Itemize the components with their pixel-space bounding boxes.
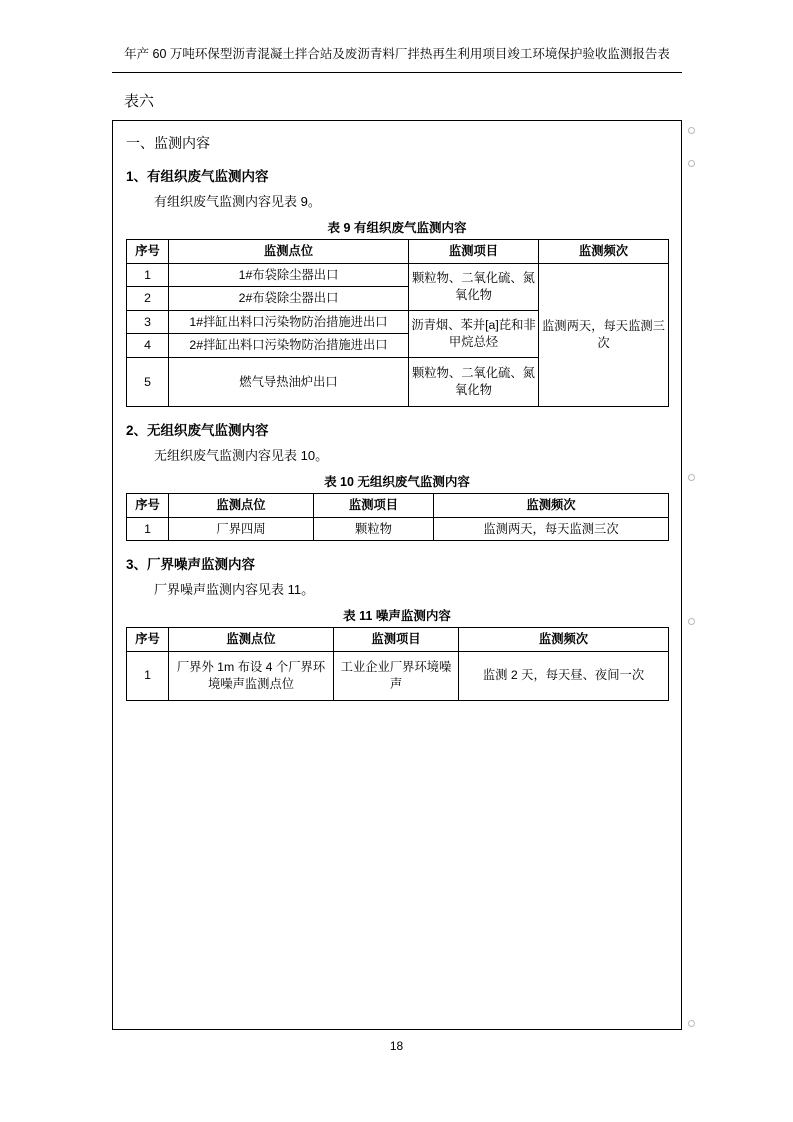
table10-header-item: 监测项目: [314, 493, 434, 517]
table9-cell-item-group2: 沥青烟、苯并[a]芘和非甲烷总烃: [409, 310, 539, 357]
table9-caption: 表 9 有组织废气监测内容: [327, 221, 467, 235]
table9-cell-point: 燃气导热油炉出口: [169, 357, 409, 406]
table9-cell-frequency: 监测两天，每天监测三次: [539, 263, 669, 406]
table-boundary-noise: [126, 627, 669, 701]
table10-header-frequency: 监测频次: [434, 493, 669, 517]
table10-cell-frequency: 监测两天，每天监测三次: [434, 517, 669, 541]
table10-cell-item: 颗粒物: [314, 517, 434, 541]
binder-mark-icon: [688, 474, 695, 481]
table10-cell-no: 1: [127, 517, 169, 541]
binder-mark-icon: [688, 1020, 695, 1027]
table9-header-no: 序号: [127, 240, 169, 264]
table10-cell-point: 厂界四周: [169, 517, 314, 541]
table9-cell-item-group3: 颗粒物、二氧化硫、氮氧化物: [409, 357, 539, 406]
table9-cell-item-group1: 颗粒物、二氧化硫、氮氧化物: [409, 263, 539, 310]
table10-caption: 表 10 无组织废气监测内容: [324, 474, 470, 489]
subsection-3-heading: 3、厂界噪声监测内容: [126, 557, 256, 573]
table11-cell-point: 厂界外 1m 布设 4 个厂界环境噪声监测点位: [169, 651, 334, 700]
subsection-1-heading: 1、有组织废气监测内容: [126, 169, 269, 184]
table9-cell-no: 3: [127, 310, 169, 334]
table11-cell-no: 1: [127, 651, 169, 700]
binder-mark-icon: [688, 127, 695, 134]
table9-cell-no: 1: [127, 263, 169, 287]
table9-cell-point: 2#布袋除尘器出口: [169, 287, 409, 311]
table10-header-point: 监测点位: [169, 493, 314, 517]
table9-header-item: 监测项目: [409, 240, 539, 264]
table-row: [127, 517, 669, 541]
table11-header-no: 序号: [127, 628, 169, 652]
table-organized-exhaust: [126, 239, 669, 407]
table9-header-frequency: 监测频次: [539, 240, 669, 264]
table-row: [127, 240, 669, 264]
binder-mark-icon: [688, 618, 695, 625]
table10-header-no: 序号: [127, 493, 169, 517]
subsection-2-paragraph: 无组织废气监测内容见表 10。: [154, 447, 329, 463]
page-number: 18: [389, 1039, 404, 1053]
header-divider: [112, 72, 682, 73]
binder-mark-icon: [688, 160, 695, 167]
table11-cell-frequency: 监测 2 天，每天昼、夜间一次: [459, 651, 669, 700]
subsection-1-paragraph: 有组织废气监测内容见表 9。: [154, 194, 321, 209]
subsection-3-paragraph: 厂界噪声监测内容见表 11。: [154, 582, 315, 598]
subsection-2-heading: 2、无组织废气监测内容: [126, 422, 269, 438]
table11-header-point: 监测点位: [169, 628, 334, 652]
table9-cell-no: 2: [127, 287, 169, 311]
table-row: [127, 651, 669, 700]
page-header: 年产 60 万吨环保型沥青混凝土拌合站及废沥青料厂拌热再生利用项目竣工环境保护验收监测报告表: [124, 47, 670, 61]
table11-header-frequency: 监测频次: [459, 628, 669, 652]
sheet-label: 表六: [124, 93, 155, 110]
table9-header-point: 监测点位: [169, 240, 409, 264]
table9-cell-no: 5: [127, 357, 169, 406]
table9-cell-point: 1#拌缸出料口污染物防治措施进出口: [169, 310, 409, 334]
table9-cell-no: 4: [127, 334, 169, 358]
table-unorganized-exhaust: [126, 493, 669, 541]
table11-header-item: 监测项目: [334, 628, 459, 652]
table-row: [127, 628, 669, 652]
table-row: [127, 263, 669, 287]
table-row: [127, 493, 669, 517]
content-frame: [112, 120, 682, 1030]
section-title: 一、监测内容: [126, 135, 210, 151]
table11-caption: 表 11 噪声监测内容: [343, 609, 451, 624]
table9-cell-point: 1#布袋除尘器出口: [169, 263, 409, 287]
table11-cell-item: 工业企业厂界环境噪声: [334, 651, 459, 700]
table9-cell-point: 2#拌缸出料口污染物防治措施进出口: [169, 334, 409, 358]
